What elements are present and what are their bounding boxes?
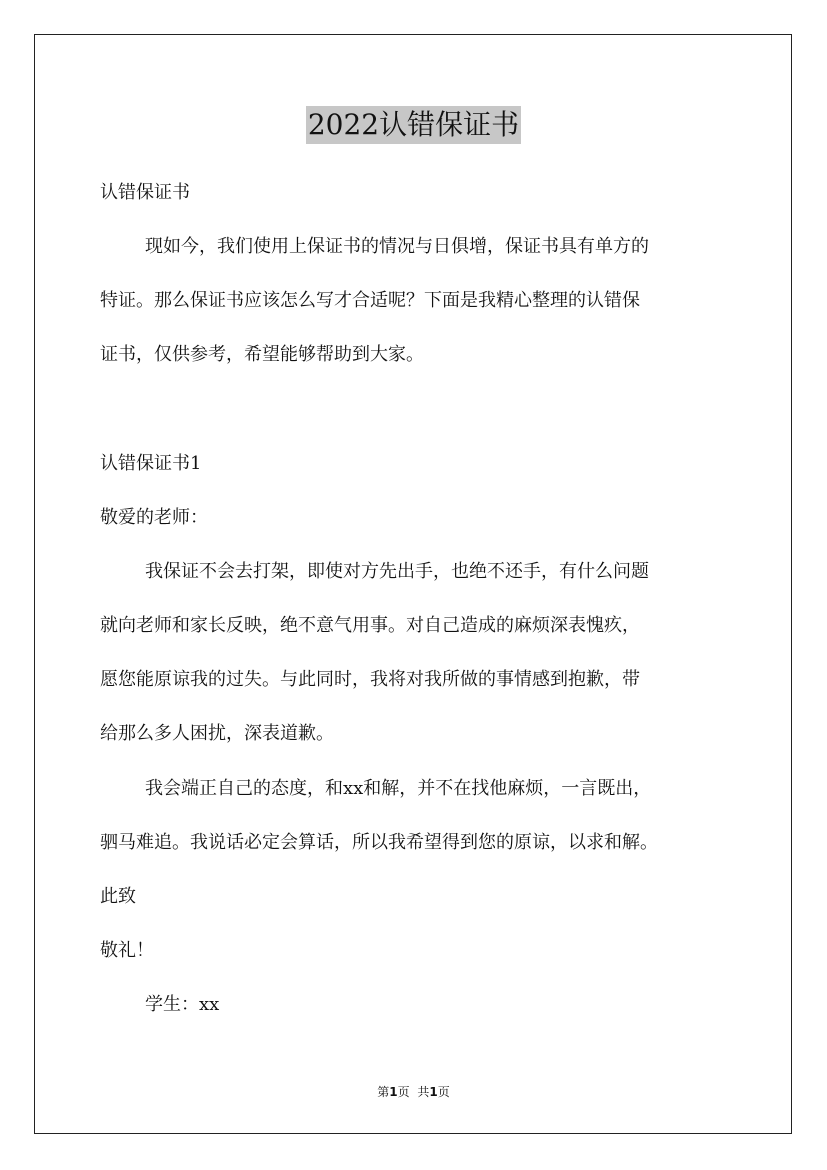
paragraph-line: 我会端正自己的态度，和xx和解，并不在找他麻烦，一言既出，: [145, 778, 652, 799]
section-heading: 认错保证书: [100, 182, 190, 203]
document-title-text: 2022认错保证书: [306, 106, 521, 144]
footer-page-unit: 页: [397, 1085, 410, 1099]
closing-regards: 敬礼！: [100, 940, 154, 961]
footer-total-unit: 页: [437, 1085, 450, 1099]
paragraph-line: 特证。那么保证书应该怎么写才合适呢？下面是我精心整理的认错保: [100, 290, 640, 311]
signature: 学生：xx: [145, 994, 220, 1015]
footer-prefix: 第: [377, 1085, 390, 1099]
subsection-heading: 认错保证书1: [100, 453, 202, 474]
paragraph-line: 现如今，我们使用上保证书的情况与日俱增，保证书具有单方的: [145, 236, 649, 257]
page-footer: [0, 1084, 827, 1100]
salutation: 敬爱的老师：: [100, 507, 208, 528]
paragraph-line: 证书，仅供参考，希望能够帮助到大家。: [100, 344, 424, 365]
footer-page-number: 1: [389, 1085, 398, 1099]
paragraph-line: 给那么多人困扰，深表道歉。: [100, 723, 334, 744]
paragraph-line: 愿您能原谅我的过失。与此同时，我将对我所做的事情感到抱歉，带: [100, 669, 640, 690]
footer-total-prefix: 共: [417, 1085, 430, 1099]
paragraph-line: 就向老师和家长反映，绝不意气用事。对自己造成的麻烦深表愧疚，: [100, 615, 640, 636]
paragraph-line: 驷马难追。我说话必定会算话，所以我希望得到您的原谅，以求和解。: [100, 832, 658, 853]
paragraph-line: 我保证不会去打架，即使对方先出手，也绝不还手，有什么问题: [145, 561, 649, 582]
document-title: [0, 104, 827, 144]
footer-total-pages: 1: [429, 1085, 438, 1099]
closing-line: 此致: [100, 886, 136, 907]
